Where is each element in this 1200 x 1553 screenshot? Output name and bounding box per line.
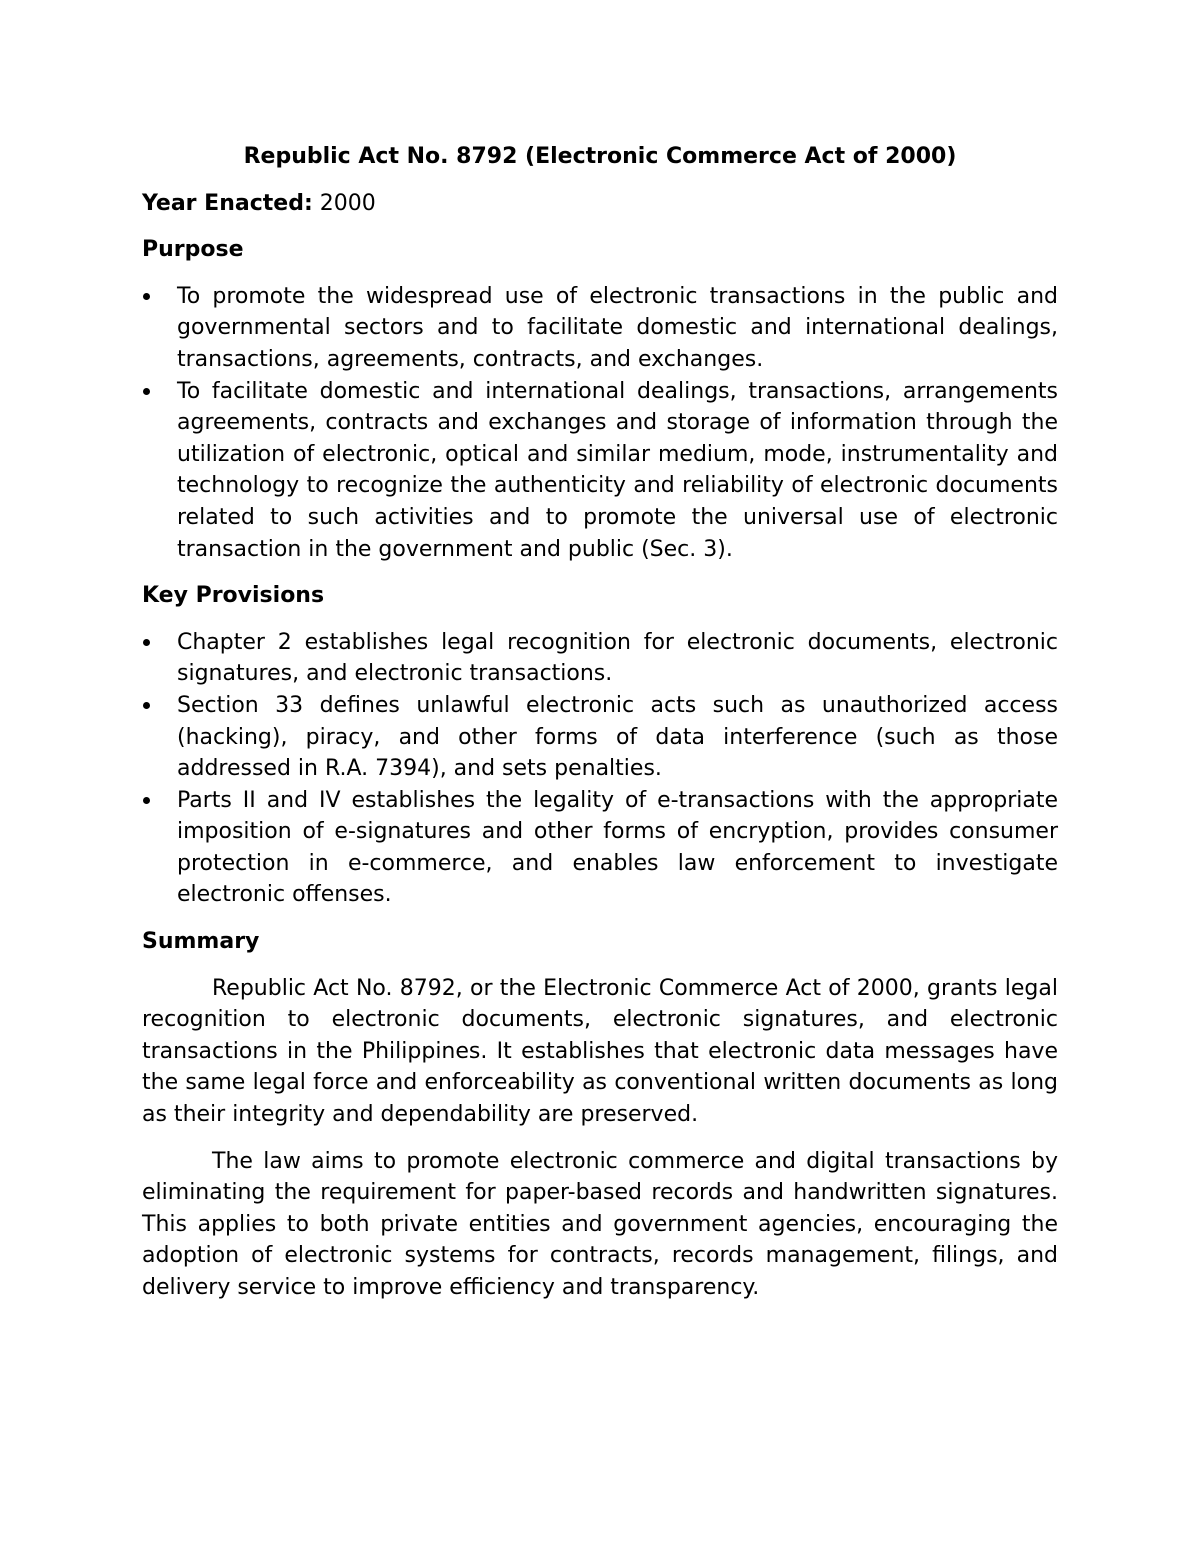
year-enacted-line (142, 188, 1058, 220)
purpose-list (142, 281, 1058, 565)
key-provisions-list (142, 627, 1058, 911)
year-enacted-value: 2000 (319, 190, 376, 216)
summary-heading: Summary (142, 929, 260, 955)
list-item-text: To promote the widespread use of electronic transactions in the public and governmental sectors and to facilitate domestic and international dealings, transactions, agreements, contracts, and exchanges. (177, 283, 1058, 372)
summary-paragraph: Republic Act No. 8792, or the Electronic Commerce Act of 2000, grants legal recognition to electronic documents, electronic signatures, and electronic transactions in the Philippines. It establishes that electronic data messages have the same legal force and enforceability as conventional written documents as long as their integrity and dependability are preserved. (142, 975, 1058, 1128)
list-item-text: Chapter 2 establishes legal recognition for electronic documents, electronic signatures, and electronic transactions. (177, 629, 1058, 687)
purpose-heading: Purpose (142, 237, 244, 263)
list-item (142, 376, 1058, 566)
key-provisions-heading: Key Provisions (142, 583, 325, 609)
list-item-text: Parts II and IV establishes the legality of e-transactions with the appropriate imposition of e-signatures and other forms of encryption, provides consumer protection in e-commerce, and enables law enforcement to investigate electronic offenses. (177, 787, 1058, 908)
bullet-icon (143, 702, 150, 709)
document-page (142, 141, 1058, 1319)
year-enacted-label: Year Enacted: (142, 190, 313, 216)
bullet-icon (143, 797, 150, 804)
bullet-icon (143, 388, 150, 395)
bullet-icon (143, 293, 150, 300)
list-item-text: Section 33 defines unlawful electronic acts such as unauthorized access (hacking), piracy, and other forms of data interference (such as those addressed in R.A. 7394), and sets penalties. (177, 692, 1058, 782)
document-title: Republic Act No. 8792 (Electronic Commerce Act of 2000) (243, 144, 957, 169)
list-item (142, 785, 1058, 911)
list-item (142, 281, 1058, 376)
list-item (142, 627, 1058, 690)
bullet-icon (143, 639, 150, 646)
list-item-text: To facilitate domestic and international dealings, transactions, arrangements agreements, contracts and exchanges and storage of information through the utilization of electronic, optical and similar medium, mode, instrumentality and technology to recognize the authenticity and reliability of electronic documents related to such activities and to promote the universal use of electronic transaction in the government and public (Sec. 3). (177, 378, 1058, 562)
summary-paragraph: The law aims to promote electronic commerce and digital transactions by eliminating the requirement for paper-based records and handwritten signatures. This applies to both private entities and government agencies, encouraging the adoption of electronic systems for contracts, records management, filings, and delivery service to improve efficiency and transparency. (142, 1148, 1058, 1300)
list-item (142, 690, 1058, 785)
